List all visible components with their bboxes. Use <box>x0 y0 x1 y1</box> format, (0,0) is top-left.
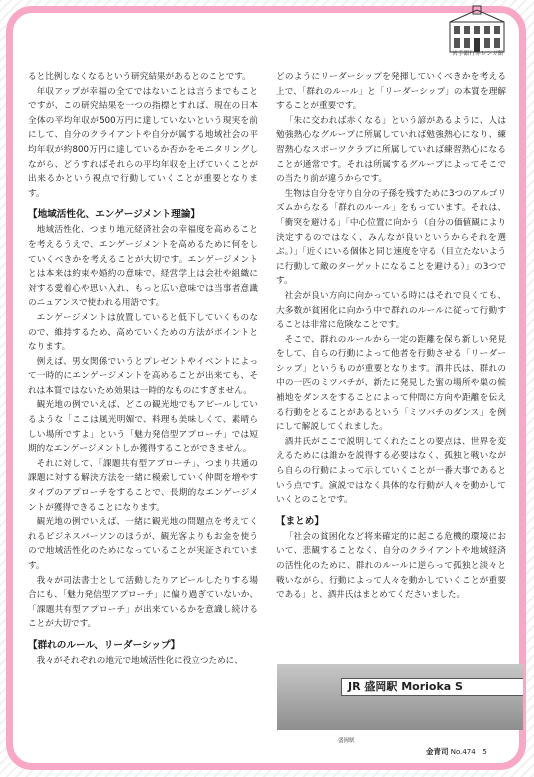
brick-building-logo <box>442 4 512 54</box>
station-photo <box>277 664 523 730</box>
paragraph: 我々がそれぞれの地元で地域活性化に役立つために、 <box>36 655 243 666</box>
page-number: 5 <box>482 748 487 756</box>
left-column <box>28 70 258 669</box>
section-heading: 【まとめ】 <box>276 515 324 527</box>
paragraph: 例えば、男女関係でいうとプレゼントやイベントによって一時的にエンゲージメントを高めることが出来ても、それは本質ではないため効果は一時的なものにすぎません。 <box>28 356 258 396</box>
paragraph: 生物は自分を守り自分の子孫を残すために3つのアルゴリズムからなる「群れのルール」をもっています。それは、「衝突を避ける」「中心位置に向かう（自分の価値観により決定するのではなく、みんなが良いというからそれを選ぶ。）」「近くにいる個体と同じ速度を守る（目立たないように行動して敵のターゲットになることを避ける）」の3つです。 <box>276 188 506 287</box>
paragraph: 年収アップが幸福の全てではないことは言うまでもことですが、この研究結果を一つの指標とすれば、現在の日本全体の平均年収が500万円に達していないという現実を前にして、自分のクライアントや自分が属する地域社会の平均年収が約800万円に達しているか否かをモニタリングしながら、どうすればそれらの平均年収を上げていくことが出来るかという視点で行動していくことが重要となります。 <box>28 86 258 199</box>
page-footer <box>426 746 487 757</box>
right-column <box>276 70 506 603</box>
paragraph: エンゲージメントは放置していると低下していくものなので、維持するため、高めていくための方法がポイントとなります。 <box>28 312 258 353</box>
paragraph: 観光地の例でいえば、一緒に観光地の問題点を考えてくれるビジネスパーソンのほうが、観光客よりもお金を使うので地域活性化のためになっていることが実証されています。 <box>28 517 258 571</box>
paragraph: 観光地の例でいえば、どこの観光地でもアピールしているような「ここは風光明媚で、料理も美味しくて、素晴らしい場所ですよ」という「魅力発信型アプローチ」では短期的なエンゲージメントしか獲得することができません。 <box>28 400 258 455</box>
issue-number: No.474 <box>450 748 476 756</box>
paragraph: 我々が司法書士として活動したりアピールしたりする場合にも、「魅力発信型アプローチ」に偏り過ぎていないか、「課題共有型アプローチ」が出来ているかを意識し続けることが大切です。 <box>28 575 258 630</box>
section-heading: 【群れのルール、リーダーシップ】 <box>28 639 181 651</box>
paragraph: 酒井氏がここで説明してくれたことの要点は、世界を変えるためには誰かを説得する必要はなく、孤独と戦いながら自らの行動によって示していくことが一番大事であるという点です。演説ではなく具体的な行動が人々を動かしていくとのことです。 <box>276 436 506 506</box>
paragraph: 「朱に交われば赤くなる」という諺があるように、人は勉強熱心なグループに所属していれば勉強熱心になり、練習熱心なスポーツクラブに所属していれば練習熱心になることが通常です。それは所属するグループによってそこでの当たり前が違うからです。 <box>276 115 506 185</box>
paragraph: それに対して、「課題共有型アプローチ」、つまり共通の課題に対する解決方法を一緒に模索していく仲間を増やすタイプのアプローチをすることで、長期的なエンゲージメントが獲得できることになります。 <box>28 458 258 513</box>
station-sign: JR 盛岡駅 Morioka S <box>341 678 523 696</box>
paragraph: そこで、群れのルールから一定の距離を保ち新しい発見をして、自らの行動によって他者を行動させる「リーダーシップ」というものが重要となります。酒井氏は、群れの中の一匹のミツバチが、新たに発見した蜜の場所や巣の候補地をダンスをすることによって仲間に方向や距離を伝える行動をとることがあるという「ミツバチのダンス」を例にして解説してくれました。 <box>276 334 506 433</box>
photo-caption: 盛岡駅 <box>338 738 355 744</box>
paragraph: 社会が良い方向に向かっている時にはそれで良くても、大多数が貧困化に向かう中で群れのルールに従って行動することは非常に危険なことです。 <box>276 290 506 331</box>
logo-caption: 岩手銀行赤レンガ館 <box>452 51 504 57</box>
paragraph: どのようにリーダーシップを発揮していくべきかを考える上で、「群れのルール」と「リーダーシップ」の本質を理解することが重要です。 <box>276 72 506 112</box>
section-heading: 【地域活性化、エンゲージメント理論】 <box>28 209 201 221</box>
paragraph: 「社会の貧困化など将来確定的に起こる危機的環境において、悲観することなく、自分のクライアントや地域経済の活性化のために、群れのルールに逆らって孤独と淡々と戦いながら、行動によって人々を動かしていくことが重要である」と、酒井氏はまとめてくださいました。 <box>276 531 506 601</box>
paragraph: 地域活性化、つまり地元経済社会の幸福度を高めることを考えるうえで、エンゲージメントを高めるために何をしていくべきかを考えることが大切です。エンゲージメントとは本来は約束や婚約の意味で、経営学上は会社や組織に対する愛着心や思い入れ、もっと広い意味では当事者意識のニュアンスで使われる用語です。 <box>28 225 258 309</box>
magazine-name: 金青司 <box>426 747 449 756</box>
paragraph: ると比例しなくなるという研究結果があるとのことです。 <box>28 72 251 82</box>
